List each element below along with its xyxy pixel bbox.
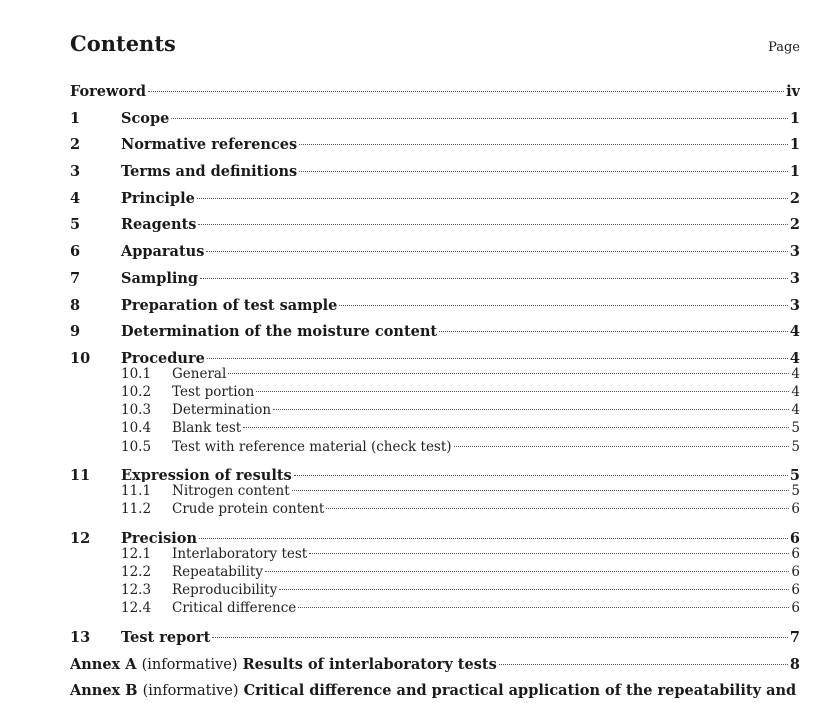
dot-leader bbox=[298, 607, 789, 608]
toc-entry-title: Apparatus bbox=[121, 243, 205, 261]
toc-entry-title: Reagents bbox=[121, 216, 197, 234]
toc-subentry-title: Interlaboratory test bbox=[172, 545, 308, 562]
toc-entry-title: Normative references bbox=[121, 136, 298, 154]
toc-entry-subclause[interactable] bbox=[70, 500, 800, 527]
toc-entry-clause[interactable] bbox=[70, 464, 800, 482]
toc-entry-number: 1 bbox=[70, 109, 81, 127]
dot-leader bbox=[292, 490, 790, 491]
annex-page: 8 bbox=[789, 655, 800, 673]
toc-subentry-number: 12.3 bbox=[121, 582, 152, 599]
toc-subentry-page: 5 bbox=[791, 483, 800, 500]
toc-entry-subclause[interactable] bbox=[70, 599, 800, 626]
toc-subentry-number: 10.3 bbox=[121, 402, 152, 419]
toc-subentry-number: 10.4 bbox=[121, 420, 152, 437]
toc-entry-foreword[interactable] bbox=[70, 80, 800, 107]
toc-entry-number: 5 bbox=[70, 216, 81, 234]
toc-entry-page: 4 bbox=[789, 323, 800, 341]
toc-subentry-page: 5 bbox=[791, 420, 800, 437]
toc-subentry-page: 6 bbox=[791, 545, 800, 562]
toc-subentry-title: Test portion bbox=[172, 384, 255, 401]
toc-subentry-number: 12.4 bbox=[121, 600, 152, 617]
dot-leader bbox=[279, 589, 789, 590]
toc-subentry-page: 4 bbox=[791, 402, 800, 419]
toc-entry-clause[interactable] bbox=[70, 213, 800, 240]
toc-entry-title: Principle bbox=[121, 189, 195, 207]
toc-entry-clause[interactable] bbox=[70, 527, 800, 545]
toc-entry-subclause[interactable] bbox=[70, 563, 800, 581]
toc-entry-clause[interactable] bbox=[70, 187, 800, 214]
toc-entry-title: Preparation of test sample bbox=[121, 296, 338, 314]
toc-subentry-number: 12.2 bbox=[121, 564, 152, 580]
toc-entry-subclause[interactable] bbox=[70, 383, 800, 401]
dot-leader bbox=[309, 553, 789, 554]
dot-leader bbox=[228, 373, 789, 374]
dot-leader bbox=[265, 571, 789, 572]
toc-subentry-page: 6 bbox=[791, 501, 800, 518]
toc-subentry-number: 10.2 bbox=[121, 384, 152, 401]
toc-entry-page: 3 bbox=[789, 269, 800, 287]
toc-entry-subclause[interactable] bbox=[70, 401, 800, 419]
table-of-contents bbox=[70, 80, 800, 703]
toc-entry-title: Sampling bbox=[121, 269, 199, 287]
dot-leader bbox=[197, 198, 788, 199]
toc-entry-page: 3 bbox=[789, 296, 800, 314]
toc-entry-clause[interactable] bbox=[70, 320, 800, 347]
toc-subentry-title: Determination bbox=[172, 402, 272, 419]
dot-leader bbox=[294, 475, 788, 476]
dot-leader bbox=[200, 278, 788, 279]
toc-entry-title: Foreword bbox=[70, 83, 146, 100]
annex-kind: (informative) bbox=[142, 683, 239, 700]
toc-entry-number: 11 bbox=[70, 467, 91, 483]
dot-leader bbox=[243, 427, 789, 428]
annex-title: Critical difference and practical application of the repeatability and bbox=[243, 682, 797, 700]
toc-subentry-number: 10.1 bbox=[121, 365, 152, 382]
toc-entry-clause[interactable] bbox=[70, 294, 800, 321]
toc-subentry-number: 11.2 bbox=[121, 501, 152, 518]
dot-leader bbox=[454, 446, 790, 447]
toc-subentry-number: 10.5 bbox=[121, 438, 152, 455]
toc-entry-clause[interactable] bbox=[70, 267, 800, 294]
toc-subentry-page: 5 bbox=[791, 438, 800, 455]
toc-subentry-title: Reproducibility bbox=[172, 582, 278, 599]
dot-leader bbox=[256, 391, 789, 392]
toc-entry-subclause[interactable] bbox=[70, 419, 800, 437]
toc-subentry-title: Nitrogen content bbox=[172, 483, 290, 500]
toc-subentry-number: 12.1 bbox=[121, 545, 152, 562]
dot-leader bbox=[273, 409, 789, 410]
dot-leader bbox=[148, 91, 784, 92]
toc-entry-title: Precision bbox=[121, 529, 197, 545]
toc-subentry-title: Blank test bbox=[172, 420, 242, 437]
toc-entry-annex[interactable] bbox=[70, 653, 800, 680]
dot-leader bbox=[439, 331, 788, 332]
toc-entry-subclause[interactable] bbox=[70, 482, 800, 500]
toc-subentry-title: Critical difference bbox=[172, 600, 297, 617]
toc-entry-title: Test report bbox=[121, 628, 211, 646]
toc-subentry-page: 4 bbox=[791, 384, 800, 401]
toc-entry-number: 2 bbox=[70, 136, 81, 154]
annex-kind: (informative) bbox=[141, 656, 238, 673]
toc-entry-clause[interactable] bbox=[70, 133, 800, 160]
toc-entry-subclause[interactable] bbox=[70, 438, 800, 465]
toc-entry-page: 3 bbox=[789, 243, 800, 261]
toc-entry-page: 2 bbox=[789, 216, 800, 234]
toc-entry-number: 4 bbox=[70, 189, 81, 207]
toc-subentry-number: 11.1 bbox=[121, 483, 152, 500]
toc-entry-page: 4 bbox=[789, 349, 800, 365]
toc-entry-clause[interactable] bbox=[70, 160, 800, 187]
annex-label: Annex B bbox=[70, 682, 138, 700]
toc-entry-clause[interactable] bbox=[70, 240, 800, 267]
toc-entry-title: Procedure bbox=[121, 349, 205, 365]
toc-entry-page: 1 bbox=[789, 109, 800, 127]
toc-subentry-title: Repeatability bbox=[172, 564, 263, 580]
toc-entry-page: iv bbox=[786, 83, 800, 100]
toc-entry-page: 5 bbox=[789, 467, 800, 483]
toc-entry-number: 6 bbox=[70, 243, 81, 261]
page-title: Contents bbox=[70, 31, 176, 56]
dot-leader bbox=[499, 664, 788, 665]
toc-entry-number: 9 bbox=[70, 323, 81, 341]
toc-entry-title: Determination of the moisture content bbox=[121, 323, 438, 341]
toc-entry-page: 7 bbox=[789, 628, 800, 646]
dot-leader bbox=[199, 538, 788, 539]
toc-entry-clause[interactable] bbox=[70, 107, 800, 134]
toc-entry-page: 2 bbox=[789, 189, 800, 207]
dot-leader bbox=[206, 251, 788, 252]
toc-entry-number: 13 bbox=[70, 628, 91, 646]
toc-subentry-title: Test with reference material (check test) bbox=[172, 438, 452, 455]
annex-label: Annex A bbox=[70, 655, 137, 673]
toc-entry-title: Scope bbox=[121, 109, 170, 127]
dot-leader bbox=[326, 508, 789, 509]
toc-entry-page: 1 bbox=[789, 163, 800, 181]
annex-title: Results of interlaboratory tests bbox=[242, 655, 497, 673]
toc-subentry-title: Crude protein content bbox=[172, 501, 325, 518]
dot-leader bbox=[299, 171, 788, 172]
toc-entry-title: Terms and definitions bbox=[121, 163, 298, 181]
toc-entry-page: 6 bbox=[789, 529, 800, 545]
toc-entry-title: Expression of results bbox=[121, 467, 292, 483]
toc-entry-subclause[interactable] bbox=[70, 365, 800, 383]
dot-leader bbox=[339, 305, 788, 306]
toc-entry-annex[interactable] bbox=[70, 679, 800, 703]
toc-subentry-title: General bbox=[172, 365, 227, 382]
toc-entry-page: 1 bbox=[789, 136, 800, 154]
dot-leader bbox=[198, 224, 787, 225]
toc-subentry-page: 6 bbox=[791, 582, 800, 599]
dot-leader bbox=[212, 637, 788, 638]
toc-entry-clause[interactable] bbox=[70, 347, 800, 365]
toc-entry-subclause[interactable] bbox=[70, 545, 800, 563]
toc-entry-subclause[interactable] bbox=[70, 581, 800, 599]
page-column-label: Page bbox=[768, 40, 800, 55]
toc-entry-number: 12 bbox=[70, 529, 91, 545]
toc-entry-number: 3 bbox=[70, 163, 81, 181]
toc-entry-number: 10 bbox=[70, 349, 91, 365]
dot-leader bbox=[171, 118, 788, 119]
dot-leader bbox=[299, 144, 788, 145]
toc-entry-number: 7 bbox=[70, 269, 81, 287]
toc-subentry-page: 6 bbox=[791, 600, 800, 617]
toc-subentry-page: 6 bbox=[791, 564, 800, 580]
dot-leader bbox=[207, 358, 788, 359]
toc-entry-number: 8 bbox=[70, 296, 81, 314]
toc-entry-clause[interactable] bbox=[70, 626, 800, 653]
toc-subentry-page: 4 bbox=[791, 365, 800, 382]
